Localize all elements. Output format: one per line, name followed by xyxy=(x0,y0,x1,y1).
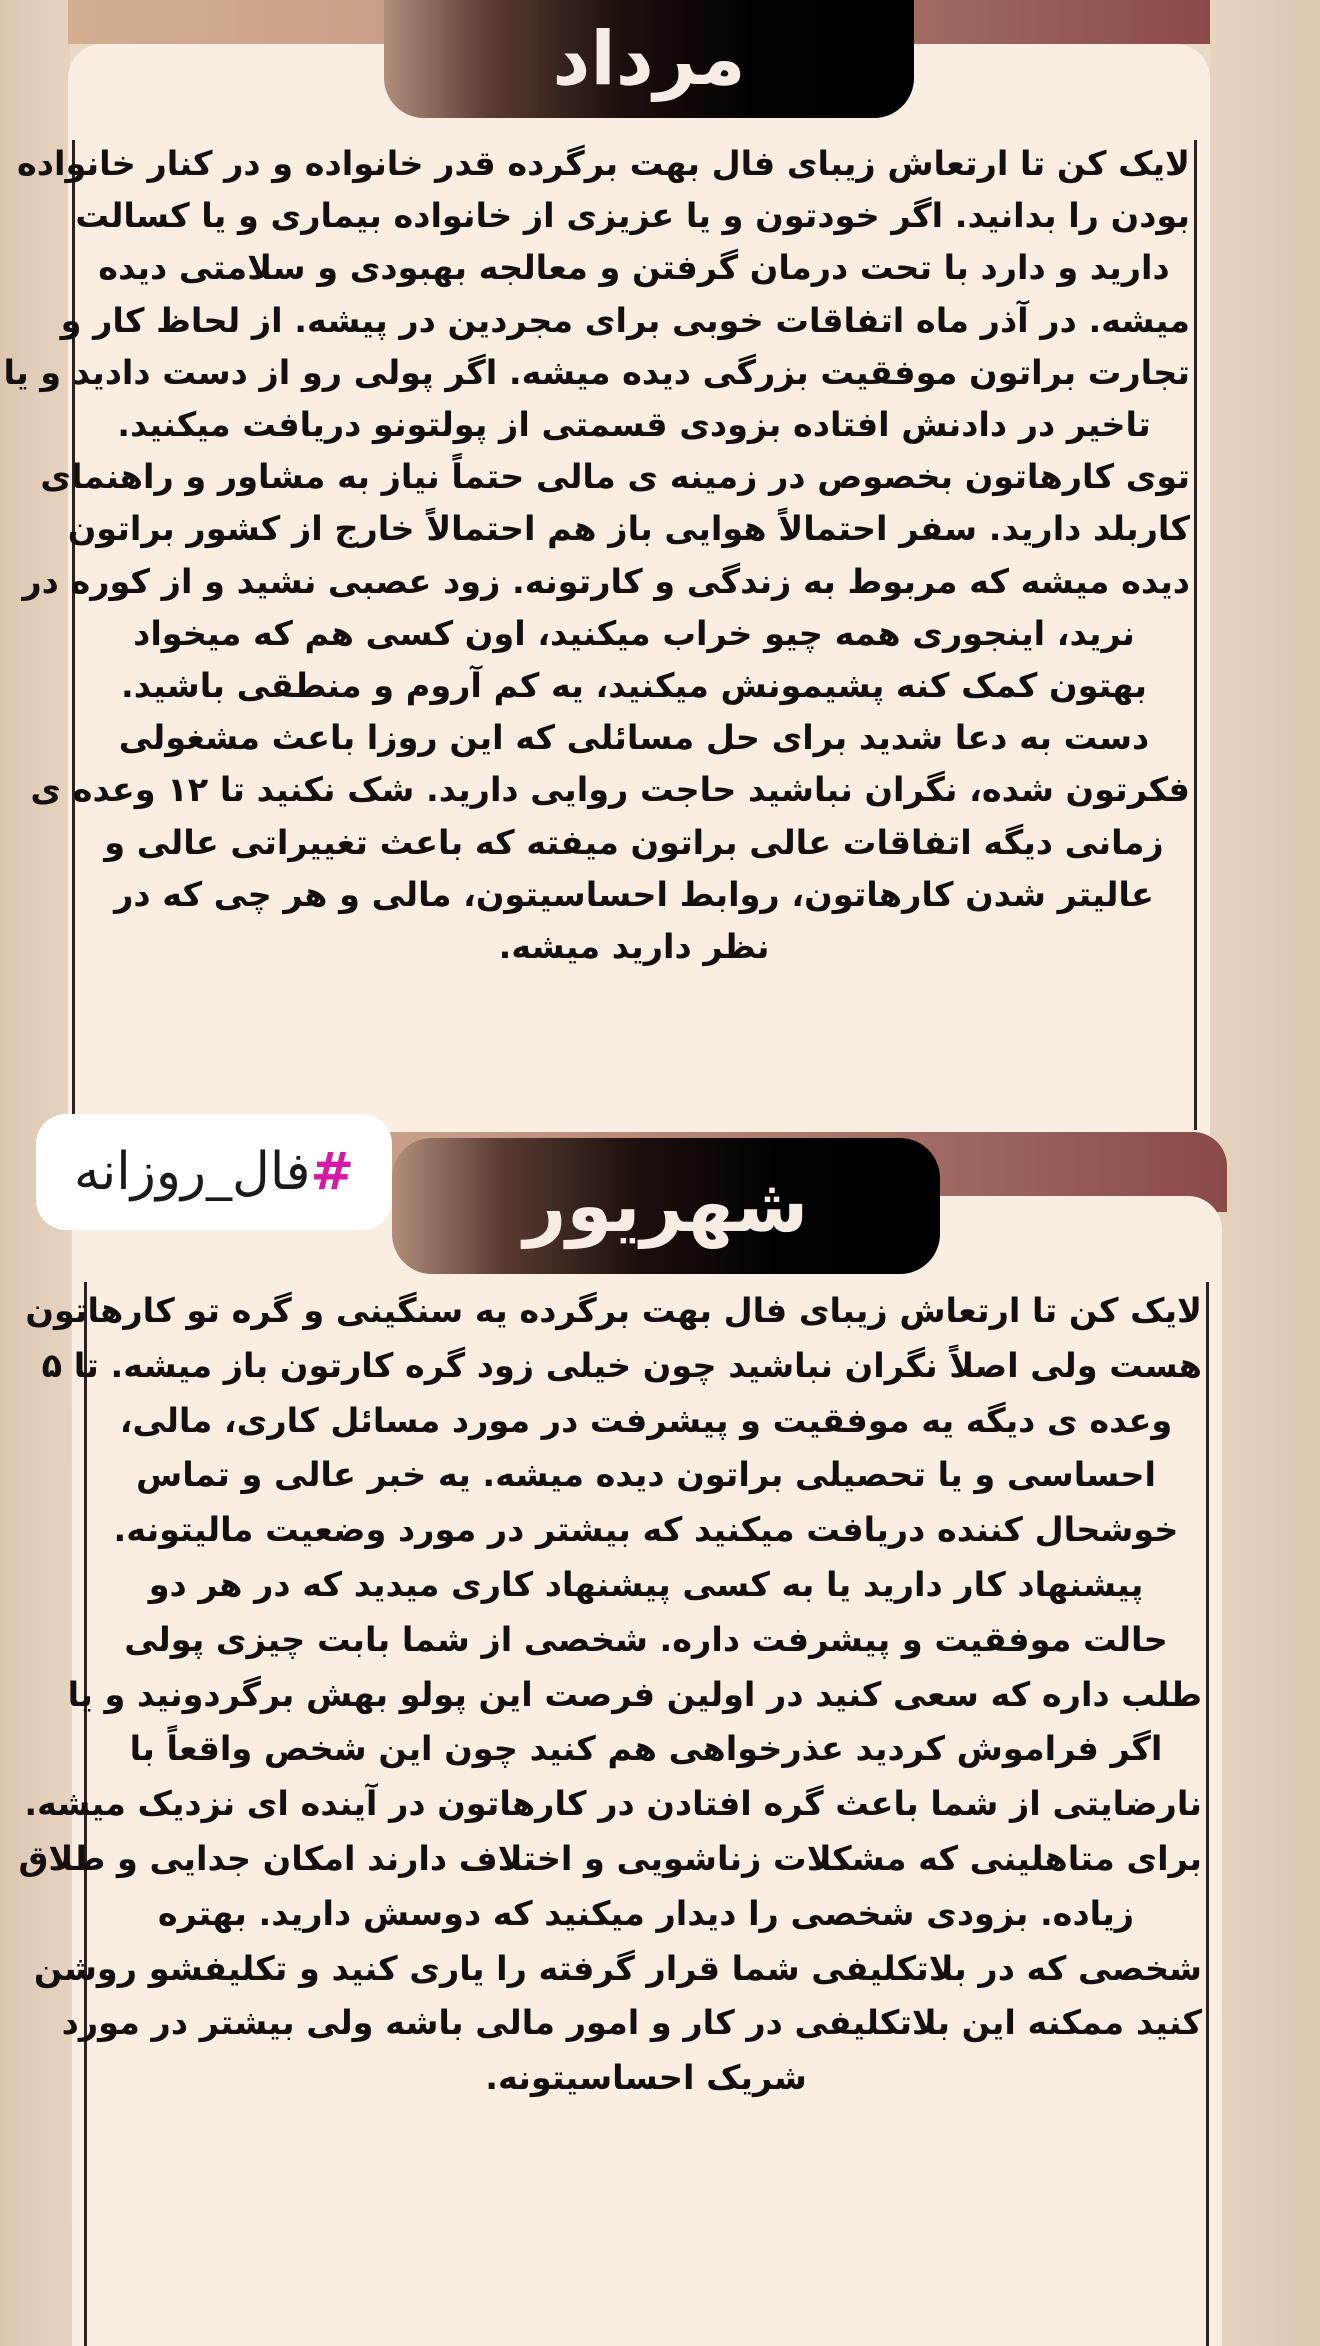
text-line: شریک احساسیتونه. xyxy=(485,2058,807,2098)
text-line: فکرتون شده، نگران نباشید حاجت روایی دارید. شک نکنید تا ۱۲ وعده ی xyxy=(30,770,1190,810)
top-left-border xyxy=(72,140,75,1130)
text-line: عالیتر شدن کارهاتون، روابط احساسیتون، مالی و هر چی که در xyxy=(114,874,1154,914)
text-line: هست ولی اصلاً نگران نباشید چون خیلی زود گره کارتون باز میشه. تا ۵ xyxy=(41,1345,1202,1385)
top-title-pill xyxy=(384,0,914,118)
text-line: شخصی که در بلاتکلیفی شما قرار گرفته را یاری کنید و تکلیفشو روشن xyxy=(33,1948,1202,1988)
text-line: دیده میشه که مربوط به زندگی و کارتونه. زود عصبی نشید و از کوره در xyxy=(22,561,1190,601)
text-line: تاخیر در دادنش افتاده بزودی قسمتی از پولتونو دریافت میکنید. xyxy=(117,405,1151,445)
text-line: کنید ممکنه این بلاتکلیفی در کار و امور مالی باشه ولی بیشتر در مورد xyxy=(61,2003,1202,2043)
text-line: نارضایتی از شما باعث گره افتادن در کارهاتون در آینده ای نزدیک میشه. xyxy=(24,1784,1202,1824)
text-line: زمانی دیگه اتفاقات عالی براتون میفته که باعث تغییراتی عالی و xyxy=(104,822,1164,862)
text-line: میشه. در آذر ماه اتفاقات خوبی برای مجردین در پیشه. از لحاظ کار و xyxy=(60,300,1190,340)
text-line: دارید و دارد با تحت درمان گرفتن و معالجه بهبودی و سلامتی دیده xyxy=(98,248,1170,288)
hashtag-symbol: # xyxy=(310,1142,355,1202)
text-line: زیاده. بزودی شخصی را دیدار میکنید که دوسش دارید. بهتره xyxy=(157,1893,1135,1933)
text-line: لایک کن تا ارتعاش زیبای فال بهت برگرده قدر خانواده و در کنار خانواده xyxy=(17,144,1190,183)
text-line: احساسی و یا تحصیلی براتون دیده میشه. یه خبر عالی و تماس xyxy=(135,1455,1157,1495)
text-line: لایک کن تا ارتعاش زیبای فال بهت برگرده یه سنگینی و گره تو کارهاتون xyxy=(25,1291,1202,1330)
text-line: نرید، اینجوری همه چیو خراب میکنید، اون کسی هم که میخواد xyxy=(133,613,1135,653)
text-line: برای متاهلینی که مشکلات زناشویی و اختلاف دارند امکان جدایی و طلاق xyxy=(18,1838,1202,1878)
section-body-mordad xyxy=(3,138,1190,973)
text-line: نظر دارید میشه. xyxy=(498,927,770,967)
hashtag-sticker[interactable] xyxy=(36,1114,392,1230)
text-line: اگر فراموش کردید عذرخواهی هم کنید چون این شخص واقعاً با xyxy=(129,1729,1163,1769)
text-line: بودن را بدانید. اگر خودتون و یا عزیزی از خانواده بیماری و یا کسالت xyxy=(75,196,1190,236)
text-line: طلب داره که سعی کنید در اولین فرصت این پولو بهش برگردونید و یا xyxy=(67,1674,1202,1714)
hashtag-text: فال_روزانه xyxy=(73,1142,311,1202)
top-right-border xyxy=(1194,140,1197,1130)
bottom-title-pill xyxy=(392,1138,940,1274)
text-line: تجارت براتون موفقیت بزرگی دیده میشه. اگر پولی رو از دست دادید و یا xyxy=(3,352,1190,392)
text-line: پیشنهاد کار دارید یا به کسی پیشنهاد کاری میدید که در هر دو xyxy=(148,1564,1144,1604)
text-line: کاربلد دارید. سفر احتمالاً هوایی باز هم احتمالاً خارج از کشور براتون xyxy=(67,509,1190,549)
bottom-right-border xyxy=(1206,1282,1209,2346)
text-line: توی کارهاتون بخصوص در زمینه ی مالی حتماً نیاز به مشاور و راهنمای xyxy=(40,457,1190,497)
section-title-shahrivar: شهریور xyxy=(523,1163,809,1249)
section-title-mordad: مرداد xyxy=(552,16,746,102)
text-line: وعده ی دیگه یه موفقیت و پیشرفت در مورد مسائل کاری، مالی، xyxy=(119,1400,1173,1440)
text-line: حالت موفقیت و پیشرفت داره. شخصی از شما بابت چیزی پولی xyxy=(124,1619,1168,1659)
text-line: دست به دعا شدید برای حل مسائلی که این روزا باعث مشغولی xyxy=(118,718,1150,758)
text-line: خوشحال کننده دریافت میکنید که بیشتر در مورد وضعیت مالیتونه. xyxy=(113,1510,1179,1550)
text-line: بهتون کمک کنه پشیمونش میکنید، یه کم آروم و منطقی باشید. xyxy=(121,666,1147,706)
section-body-shahrivar xyxy=(18,1284,1202,2106)
